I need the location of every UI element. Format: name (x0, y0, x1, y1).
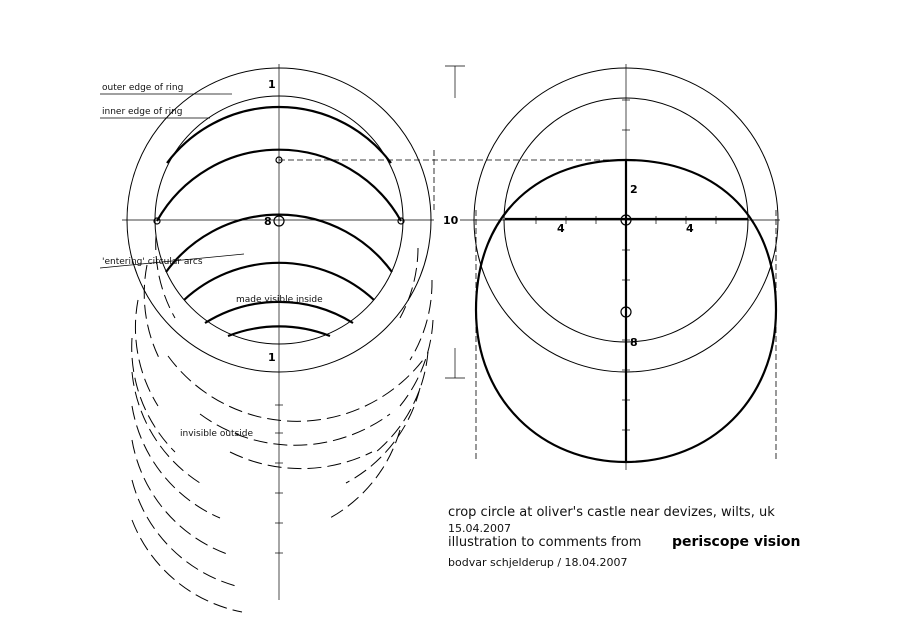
width-number: 10 (443, 214, 459, 227)
svg-text:'entering' circular arcs: 'entering' circular arcs (102, 257, 203, 267)
svg-text:inner edge of ring: inner edge of ring (102, 107, 183, 117)
right-four-left-number: 4 (557, 222, 565, 235)
annotation-invisible-outside: invisible outside (180, 429, 254, 439)
annotation-inner-edge (100, 107, 210, 118)
annotation-made-visible: made visible inside (236, 295, 323, 305)
left-figure (100, 64, 628, 612)
caption-date: 15.04.2007 (448, 522, 511, 535)
annotation-outer-edge (100, 83, 232, 94)
right-four-right-number: 4 (686, 222, 694, 235)
left-center-number: 8 (264, 215, 272, 228)
dashed-arcs-invisible (132, 236, 433, 612)
annotation-entering-arcs (100, 254, 244, 268)
left-top-number: 1 (268, 78, 276, 91)
right-two-number: 2 (630, 183, 638, 196)
right-eight-number: 8 (630, 336, 638, 349)
left-bottom-number: 1 (268, 351, 276, 364)
caption-line2-prefix: illustration to comments from (448, 535, 642, 550)
right-figure (474, 64, 778, 470)
caption (448, 505, 801, 569)
caption-author: bodvar schjelderup / 18.04.2007 (448, 556, 628, 569)
caption-line2-bold: periscope vision (672, 534, 801, 550)
caption-title: crop circle at oliver's castle near devizes, wilts, uk (448, 505, 775, 520)
svg-text:outer edge of ring: outer edge of ring (102, 83, 184, 93)
